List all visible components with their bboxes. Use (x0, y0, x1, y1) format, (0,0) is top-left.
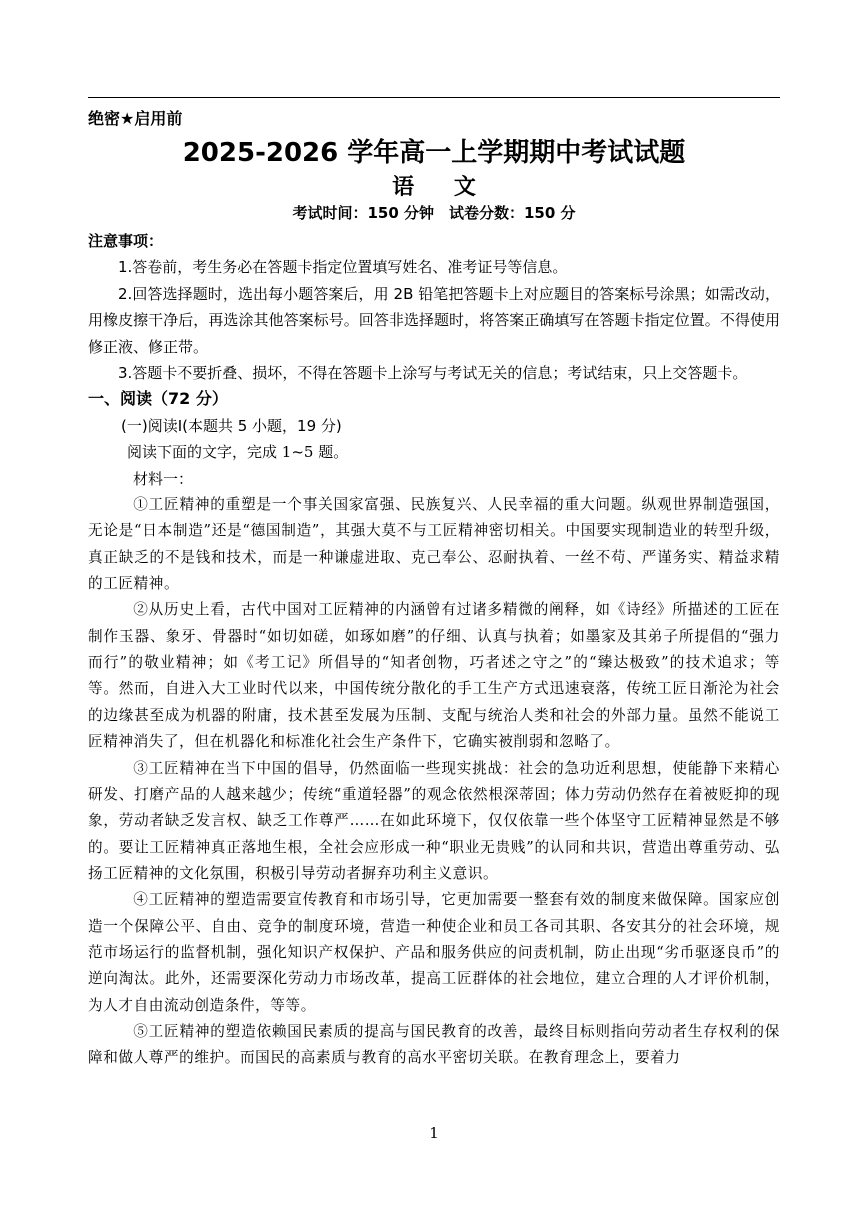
notice-item-3: 3.答题卡不要折叠、损坏，不得在答题卡上涂写与考试无关的信息；考试结束，只上交答题卡。 (118, 364, 748, 383)
exam-title: 2025-2026 学年高一上学期期中考试试题 (182, 138, 686, 168)
passage-paragraph-4: ④工匠精神的塑造需要宣传教育和市场引导，它更加需要一整套有效的制度来做保障。国家应创造一个保障公平、自由、竞争的制度环境，营造一种使企业和员工各司其职、各安其分的社会环境，规范市场运行的监督机制，强化知识产权保护、产品和服务供应的问责机制，防止出现“劣币驱逐良币”的逆向淘汰。此外，还需要深化劳动力市场改革，提高工匠群体的社会地位，建立合理的人才评价机制，为人才自由流动创造条件，等等。 (88, 891, 780, 1014)
subject-title: 语 文 (392, 175, 492, 200)
page-number: 1 (429, 1124, 439, 1142)
reading-instruction: 阅读下面的文字，完成 1~5 题。 (127, 443, 349, 462)
passage-paragraph-3: ③工匠精神在当下中国的倡导，仍然面临一些现实挑战：社会的急功近利思想，使能静下来精心研发、打磨产品的人越来越少；传统“重道轻器”的观念依然根深蒂固；体力劳动仍然存在着被贬抑的现象，劳动者缺乏发言权、缺乏工作尊严……在如此环境下，仅仅依靠一些个体坚守工匠精神显然是不够的。要让工匠精神真正落地生根，全社会应形成一种“职业无贵贱”的认同和共识，营造出尊重劳动、弘扬工匠精神的文化氛围，积极引导劳动者摒弃功利主义意识。 (88, 759, 780, 882)
notice-title: 注意事项： (88, 232, 164, 250)
top-rule (88, 97, 780, 98)
notice-item-1: 1.答卷前，考生务必在答题卡指定位置填写姓名、准考证号等信息。 (118, 258, 568, 277)
subsection-title: (一)阅读Ⅰ(本题共 5 小题，19 分) (121, 416, 342, 435)
notice-item-2: 2.回答选择题时，选出每小题答案后，用 2B 铅笔把答题卡上对应题目的答案标号涂黑；如需改动，用橡皮擦干净后，再选涂其他答案标号。回答非选择题时，将答案正确填写在答题卡指定位置。不得使用修正液、修正带。 (88, 284, 780, 356)
confidential-label: 绝密★启用前 (88, 109, 183, 128)
material-label: 材料一： (133, 469, 194, 488)
passage-paragraph-5: ⑤工匠精神的塑造依赖国民素质的提高与国民教育的改善，最终目标则指向劳动者生存权利的保障和做人尊严的维护。而国民的高素质与教育的高水平密切关联。在教育理念上，要着力 (88, 1022, 780, 1067)
exam-info: 考试时间：150 分钟 试卷分数：150 分 (292, 204, 576, 222)
passage-paragraph-1: ①工匠精神的重塑是一个事关国家富强、民族复兴、人民幸福的重大问题。纵观世界制造强国，无论是“日本制造”还是“德国制造”，其强大莫不与工匠精神密切相关。中国要实现制造业的转型升级，真正缺乏的不是钱和技术，而是一种谦虚进取、克己奉公、忍耐执着、一丝不苟、严谨务实、精益求精的工匠精神。 (88, 496, 780, 593)
document-body (88, 228, 780, 1072)
passage-paragraph-2: ②从历史上看，古代中国对工匠精神的内涵曾有过诸多精微的阐释，如《诗经》所描述的工匠在制作玉器、象牙、骨器时“如切如磋，如琢如磨”的仔细、认真与执着；如墨家及其弟子所提倡的“强力而行”的敬业精神；如《考工记》所倡导的“知者创物，巧者述之守之”的“臻达极致”的技术追求；等等。然而，自进入大工业时代以来，中国传统分散化的手工生产方式迅速衰落，传统工匠日渐沦为社会的边缘甚至成为机器的附庸，技术甚至发展为压制、支配与统治人类和社会的外部力量。虽然不能说工匠精神消失了，但在机器化和标准化社会生产条件下，它确实被削弱和忽略了。 (88, 601, 780, 751)
section-title: 一、阅读（72 分） (88, 389, 228, 409)
